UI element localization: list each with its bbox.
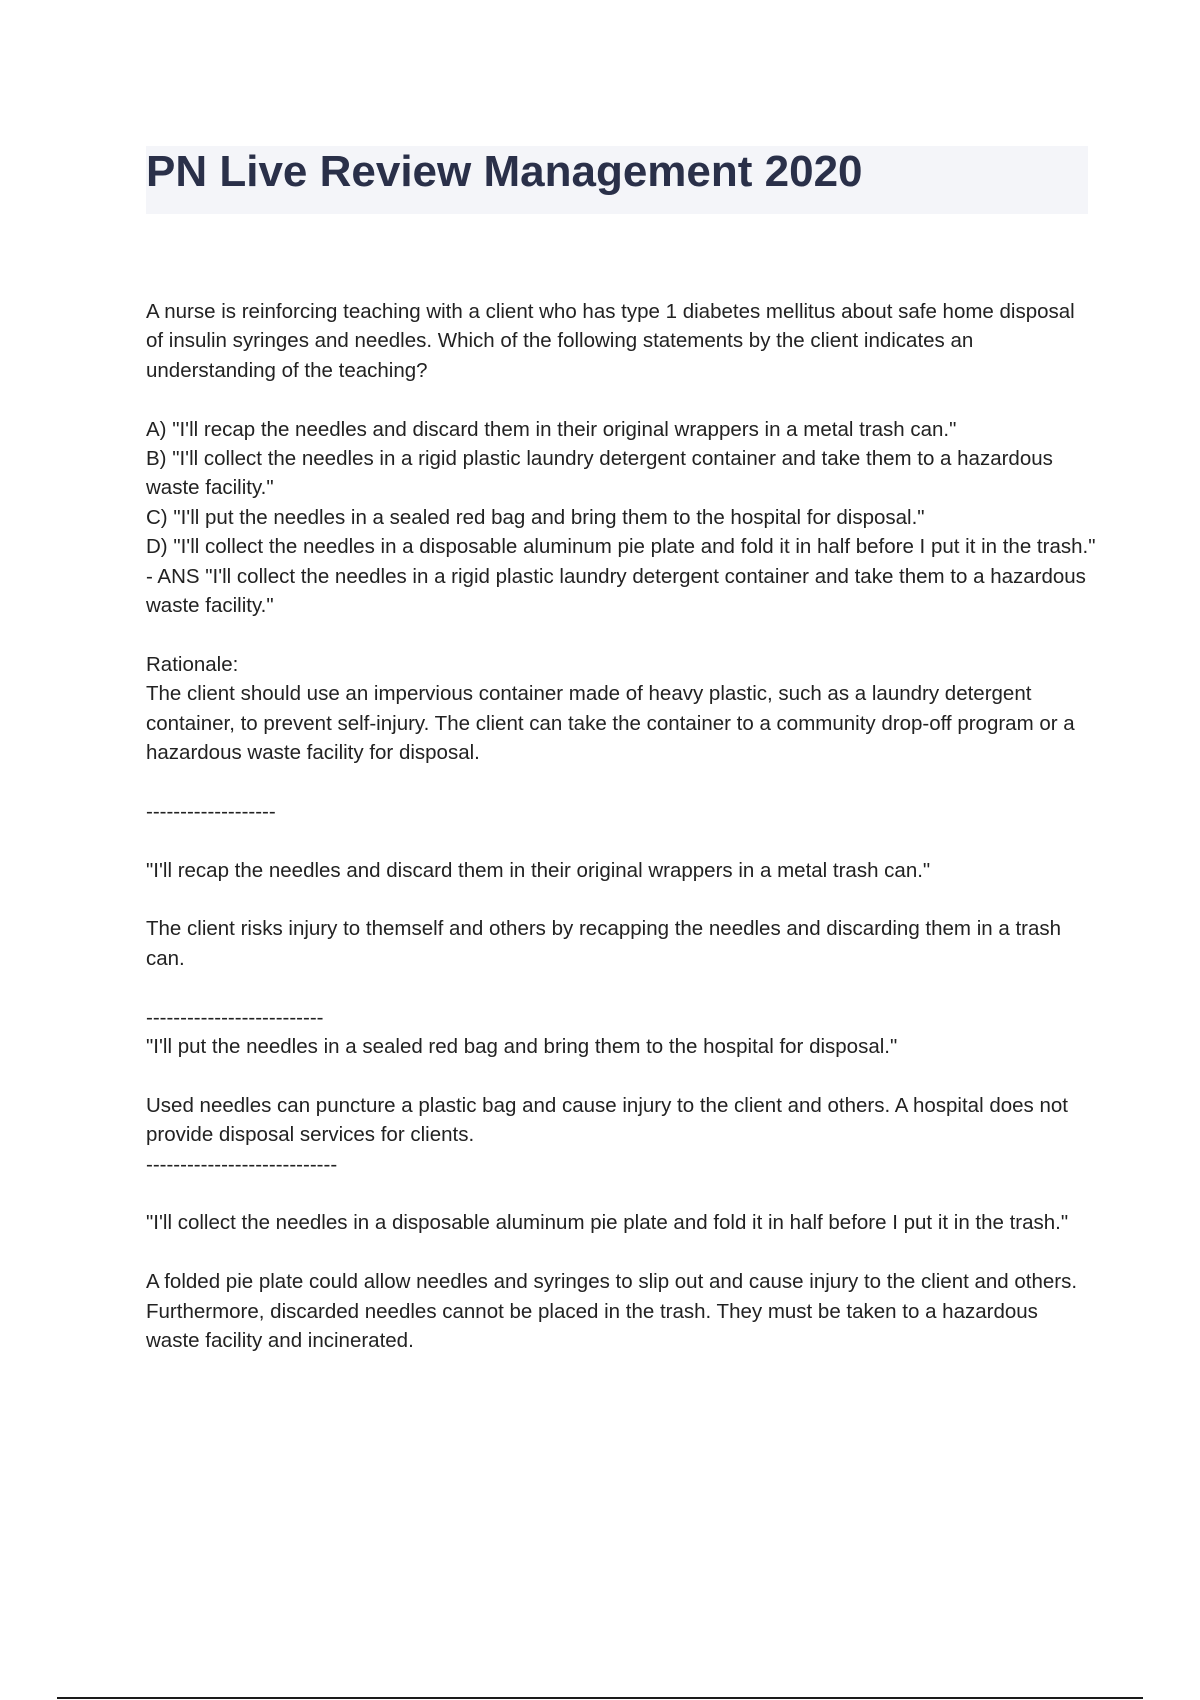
spacer [146, 1061, 1096, 1090]
document-body [146, 297, 1096, 1355]
option-d-with-answer: D) "I'll collect the needles in a disposable aluminum pie plate and fold it in half before I put it in the trash." - ANS "I'll collect the needles in a rigid plastic laundry detergent container and take them to a hazardous waste facility." [146, 535, 1096, 618]
option-c: C) "I'll put the needles in a sealed red bag and bring them to the hospital for disposal." [146, 505, 925, 529]
question-text: A nurse is reinforcing teaching with a client who has type 1 diabetes mellitus about safe home disposal of insulin syringes and needles. Which of the following statements by the client indicates an understanding of the teaching? [146, 300, 1075, 382]
spacer [146, 885, 1096, 914]
spacer [146, 826, 1096, 855]
spacer [146, 1179, 1096, 1208]
option-b: B) "I'll collect the needles in a rigid plastic laundry detergent container and take them to a hazardous waste facility." [146, 447, 1053, 500]
spacer [146, 620, 1096, 649]
page-title: PN Live Review Management 2020 [146, 147, 863, 196]
rationale-text: The client should use an impervious container made of heavy plastic, such as a laundry detergent container, to prevent self-injury. The client can take the container to a community drop-off program or a hazardous waste facility for disposal. [146, 682, 1075, 765]
page-bottom-rule [57, 1697, 1143, 1699]
distractor-c-explanation: Used needles can puncture a plastic bag and cause injury to the client and others. A hospital does not provide disposal services for clients. [146, 1093, 1068, 1147]
spacer [146, 1238, 1096, 1267]
option-a: A) "I'll recap the needles and discard them in their original wrappers in a metal trash can." [146, 417, 957, 441]
distractor-d-explanation: A folded pie plate could allow needles and syringes to slip out and cause injury to the client and others. Furthermore, discarded needles cannot be placed in the trash. They must be taken to a hazardous waste facility and incinerated. [146, 1270, 1078, 1353]
spacer [146, 767, 1096, 796]
distractor-d-quote: "I'll collect the needles in a disposable aluminum pie plate and fold it in half before I put it in the trash." [146, 1211, 1069, 1235]
separator: -------------------------- [146, 1005, 324, 1029]
distractor-a-quote: "I'll recap the needles and discard them in their original wrappers in a metal trash can." [146, 858, 931, 882]
rationale-label: Rationale: [146, 652, 239, 676]
spacer [146, 385, 1096, 414]
separator: ------------------- [146, 799, 276, 823]
separator: ---------------------------- [146, 1152, 338, 1176]
spacer [146, 973, 1096, 1002]
distractor-a-explanation: The client risks injury to themself and others by recapping the needles and discarding them in a trash can. [146, 917, 1062, 970]
distractor-c-quote: "I'll put the needles in a sealed red bag and bring them to the hospital for disposal." [146, 1035, 898, 1059]
